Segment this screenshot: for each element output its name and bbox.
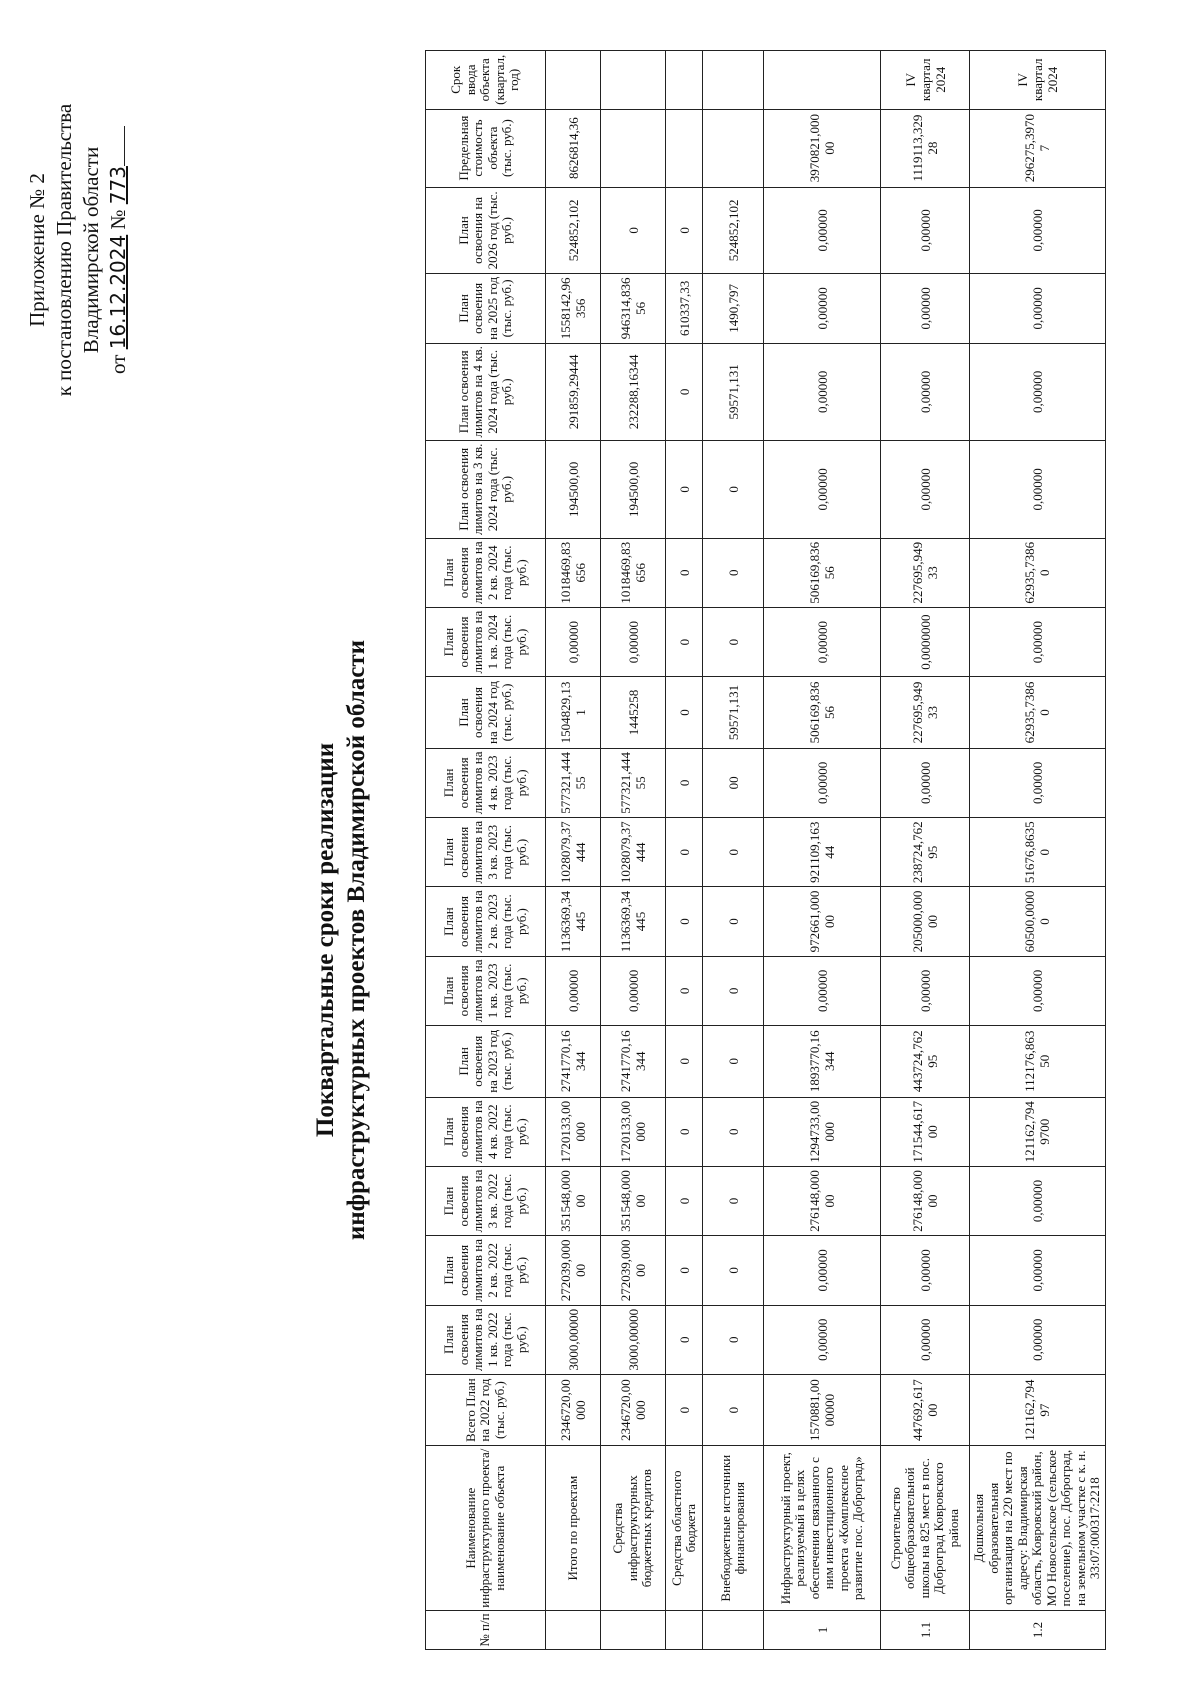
value-cell: 1018469,83656 (546, 538, 601, 607)
value-cell: 00 (703, 748, 764, 817)
value-cell: 0,00000 (970, 607, 1106, 676)
value-cell: 194500,00 (546, 441, 601, 539)
date-prefix: от (106, 354, 130, 374)
value-cell: 577321,44455 (546, 748, 601, 817)
value-cell: 0,00000 (881, 748, 970, 817)
value-cell: 0,00000 (546, 607, 601, 676)
value-cell: 0,00000 (601, 607, 666, 676)
value-cell: 351548,00000 (546, 1166, 601, 1235)
appendix-date-line (105, 70, 132, 430)
value-cell: 0 (601, 187, 666, 274)
title-line-2: инфраструктурных проектов Владимирской области (343, 639, 370, 1241)
table-row (666, 51, 703, 1650)
col-header: Всего План на 2022 год (тыс. руб.) (426, 1374, 546, 1446)
col-header: План освоения лимитов на 3 кв. 2024 года (тыс. руб.) (426, 441, 546, 539)
value-cell: 921109,16344 (764, 818, 881, 887)
value-cell: 2346720,00000 (546, 1374, 601, 1446)
value-cell: 1294733,00000 (764, 1097, 881, 1166)
value-cell: 0,00000 (970, 274, 1106, 343)
value-cell: 0,00000 (970, 956, 1106, 1025)
value-cell (601, 51, 666, 110)
value-cell: 0,00000 (881, 187, 970, 274)
value-cell: 121162,7949700 (970, 1097, 1106, 1166)
value-cell: 0 (703, 441, 764, 539)
value-cell: 0 (703, 607, 764, 676)
row-name-cell: Внебюджетные источники финансирования (703, 1446, 764, 1611)
col-header: План освоения лимитов на 2 кв. 2024 года (тыс. руб.) (426, 538, 546, 607)
value-cell: 8626814,36 (546, 109, 601, 187)
value-cell: 0,00000 (881, 1236, 970, 1305)
col-header: План освоения лимитов на 1 кв. 2023 года (тыс. руб.) (426, 956, 546, 1025)
col-header: План освоения лимитов на 2 кв. 2022 года (тыс. руб.) (426, 1236, 546, 1305)
value-cell: 1504829,131 (546, 677, 601, 749)
value-cell: 0,00000 (764, 1305, 881, 1374)
row-number-cell (601, 1611, 666, 1650)
value-cell: 205000,00000 (881, 887, 970, 956)
value-cell: 1028079,37444 (546, 818, 601, 887)
value-cell: 0,00000 (970, 441, 1106, 539)
value-cell: 0,00000 (764, 748, 881, 817)
value-cell: 232288,16344 (601, 343, 666, 441)
value-cell: 0,00000 (970, 1166, 1106, 1235)
value-cell: 610337,33 (666, 274, 703, 343)
appendix-header (24, 70, 132, 430)
table-row (881, 51, 970, 1650)
col-header: План освоения на 2023 год (тыс. руб.) (426, 1026, 546, 1098)
value-cell: 0 (703, 818, 764, 887)
value-cell: 0,00000 (881, 956, 970, 1025)
value-cell: 0 (703, 1166, 764, 1235)
row-name-cell: Дошкольная образовательная организация на 220 мест по адресу: Владимирская область, Ковровский район, МО Новосельское (сельское поселение), пос. Доброград, на земельном участке с к. н. 33:07:000317:2218 (970, 1446, 1106, 1611)
value-cell: 972661,00000 (764, 887, 881, 956)
value-cell: 506169,83656 (764, 538, 881, 607)
value-cell: IV квартал 2024 (970, 51, 1106, 110)
value-cell: 577321,44455 (601, 748, 666, 817)
value-cell: 0 (666, 343, 703, 441)
value-cell: 227695,94933 (881, 538, 970, 607)
value-cell: 0 (666, 818, 703, 887)
value-cell: IV квартал 2024 (881, 51, 970, 110)
value-cell: 0 (666, 1097, 703, 1166)
col-header: План освоения на 2025 год (тыс. руб.) (426, 274, 546, 343)
value-cell: 0 (703, 887, 764, 956)
value-cell (666, 109, 703, 187)
value-cell: 524852,102 (703, 187, 764, 274)
row-number-cell: 1.1 (881, 1611, 970, 1650)
value-cell: 3970821,00000 (764, 109, 881, 187)
value-cell: 0,00000 (764, 187, 881, 274)
value-cell: 3000,00000 (546, 1305, 601, 1374)
value-cell: 1028079,37444 (601, 818, 666, 887)
value-cell: 238724,76295 (881, 818, 970, 887)
value-cell: 0,00000 (764, 274, 881, 343)
value-cell: 0 (666, 748, 703, 817)
value-cell: 1570881,0000000 (764, 1374, 881, 1446)
value-cell: 62935,73860 (970, 538, 1106, 607)
table-row (970, 51, 1106, 1650)
value-cell: 0,00000 (764, 956, 881, 1025)
col-header: № п/п (426, 1611, 546, 1650)
value-cell: 0 (703, 1374, 764, 1446)
col-header: Наименование инфраструктурного проекта/наименование объекта (426, 1446, 546, 1611)
value-cell: 0,00000 (764, 607, 881, 676)
value-cell: 227695,94933 (881, 677, 970, 749)
value-cell: 0,00000 (970, 1305, 1106, 1374)
value-cell: 0,0000000 (881, 607, 970, 676)
value-cell: 0 (703, 1305, 764, 1374)
col-header: План освоения лимитов на 3 кв. 2022 года (тыс. руб.) (426, 1166, 546, 1235)
underline (124, 126, 125, 166)
table-row (764, 51, 881, 1650)
value-cell: 0,00000 (546, 956, 601, 1025)
table-header-row (426, 51, 546, 1650)
row-name-cell: Инфраструктурный проект, реализуемый в целях обеспечения связанного с ним инвестиционного проекта «Комплексное развитие пос. Доброград» (764, 1446, 881, 1611)
col-header: План освоения на 2026 год (тыс. руб.) (426, 187, 546, 274)
row-name-cell: Средства инфраструктурных бюджетных кредитов (601, 1446, 666, 1611)
value-cell: 0,00000 (881, 343, 970, 441)
document-title (310, 440, 372, 1440)
value-cell: 62935,73860 (970, 677, 1106, 749)
value-cell: 276148,00000 (881, 1166, 970, 1235)
value-cell: 1445258 (601, 677, 666, 749)
value-cell: 296275,39707 (970, 109, 1106, 187)
value-cell: 1136369,34445 (601, 887, 666, 956)
value-cell: 0 (666, 956, 703, 1025)
value-cell (601, 109, 666, 187)
value-cell: 443724,76295 (881, 1026, 970, 1098)
value-cell: 2741770,16344 (601, 1026, 666, 1098)
value-cell: 2346720,00000 (601, 1374, 666, 1446)
col-header: План освоения лимитов на 2 кв. 2023 года (тыс. руб.) (426, 887, 546, 956)
col-header: План освоения лимитов на 4 кв. 2022 года (тыс. руб.) (426, 1097, 546, 1166)
col-header: План освоения лимитов на 4 кв. 2024 года (тыс. руб.) (426, 343, 546, 441)
value-cell: 0 (703, 1097, 764, 1166)
value-cell: 171544,61700 (881, 1097, 970, 1166)
col-header: План освоения лимитов на 3 кв. 2023 года (тыс. руб.) (426, 818, 546, 887)
table-row (703, 51, 764, 1650)
value-cell: 0 (666, 677, 703, 749)
value-cell: 0 (666, 607, 703, 676)
value-cell: 0,00000 (764, 1236, 881, 1305)
value-cell: 194500,00 (601, 441, 666, 539)
value-cell: 1720133,00000 (601, 1097, 666, 1166)
value-cell: 0,00000 (881, 441, 970, 539)
value-cell: 272039,00000 (601, 1236, 666, 1305)
value-cell: 1136369,34445 (546, 887, 601, 956)
value-cell: 0 (703, 538, 764, 607)
value-cell: 1018469,83656 (601, 538, 666, 607)
value-cell: 0 (666, 887, 703, 956)
col-header: План освоения на 2024 год (тыс. руб.) (426, 677, 546, 749)
col-header: Предельная стоимость объекта (тыс. руб.) (426, 109, 546, 187)
value-cell: 0 (666, 187, 703, 274)
col-header: Срок ввода объекта (квартал, год) (426, 51, 546, 110)
value-cell: 524852,102 (546, 187, 601, 274)
row-name-cell: Строительство общеобразовательной школы на 825 мест в пос. Доброград Ковровского района (881, 1446, 970, 1611)
value-cell: 1558142,96356 (546, 274, 601, 343)
value-cell: 0 (666, 1166, 703, 1235)
title-line-1: Поквартальные сроки реализации (312, 742, 339, 1138)
value-cell: 0,00000 (764, 441, 881, 539)
decree-date: 16.12.2024 (106, 234, 130, 350)
value-cell (764, 51, 881, 110)
schedule-table (425, 50, 1106, 1650)
value-cell (666, 51, 703, 110)
value-cell: 447692,61700 (881, 1374, 970, 1446)
value-cell: 59571,131 (703, 677, 764, 749)
value-cell: 0 (666, 1026, 703, 1098)
value-cell: 2741770,16344 (546, 1026, 601, 1098)
appendix-decree: к постановлению Правительства (52, 103, 76, 397)
value-cell: 0 (666, 1374, 703, 1446)
value-cell: 0 (703, 1236, 764, 1305)
value-cell: 276148,00000 (764, 1166, 881, 1235)
value-cell: 121162,79497 (970, 1374, 1106, 1446)
table-body (546, 51, 1106, 1650)
col-header: План освоения лимитов на 1 кв. 2024 года (тыс. руб.) (426, 607, 546, 676)
value-cell: 60500,00000 (970, 887, 1106, 956)
value-cell (703, 109, 764, 187)
row-name-cell: Итого по проектам (546, 1446, 601, 1611)
value-cell: 351548,00000 (601, 1166, 666, 1235)
value-cell: 0 (666, 1236, 703, 1305)
appendix-region: Владимирской области (79, 146, 103, 354)
value-cell: 59571,131 (703, 343, 764, 441)
value-cell: 0 (703, 1026, 764, 1098)
number-prefix: № (106, 209, 130, 230)
row-number-cell: 1.2 (970, 1611, 1106, 1650)
value-cell: 3000,00000 (601, 1305, 666, 1374)
value-cell: 291859,29444 (546, 343, 601, 441)
rotated-document (20, 30, 1190, 1690)
table-row (601, 51, 666, 1650)
value-cell: 0,00000 (970, 343, 1106, 441)
value-cell: 0,00000 (881, 274, 970, 343)
value-cell: 1490,797 (703, 274, 764, 343)
row-number-cell (546, 1611, 601, 1650)
value-cell: 0 (666, 1305, 703, 1374)
value-cell: 1119113,32928 (881, 109, 970, 187)
value-cell: 0,00000 (970, 748, 1106, 817)
value-cell: 272039,00000 (546, 1236, 601, 1305)
value-cell: 0 (666, 441, 703, 539)
value-cell (703, 51, 764, 110)
row-number-cell (666, 1611, 703, 1650)
value-cell: 0 (666, 538, 703, 607)
col-header: План освоения лимитов на 4 кв. 2023 года (тыс. руб.) (426, 748, 546, 817)
value-cell: 0,00000 (881, 1305, 970, 1374)
value-cell: 1720133,00000 (546, 1097, 601, 1166)
row-number-cell (703, 1611, 764, 1650)
appendix-number: Приложение № 2 (25, 173, 49, 327)
value-cell: 0,00000 (764, 343, 881, 441)
row-name-cell: Средства областного бюджета (666, 1446, 703, 1611)
value-cell: 112176,86350 (970, 1026, 1106, 1098)
value-cell: 51676,86350 (970, 818, 1106, 887)
table-row (546, 51, 601, 1650)
value-cell (546, 51, 601, 110)
value-cell: 0,00000 (601, 956, 666, 1025)
col-header: План освоения лимитов на 1 кв. 2022 года (тыс. руб.) (426, 1305, 546, 1374)
value-cell: 506169,83656 (764, 677, 881, 749)
value-cell: 946314,83656 (601, 274, 666, 343)
value-cell: 0,00000 (970, 187, 1106, 274)
row-number-cell: 1 (764, 1611, 881, 1650)
value-cell: 0,00000 (970, 1236, 1106, 1305)
decree-number: 773 (106, 166, 130, 205)
value-cell: 0 (703, 956, 764, 1025)
value-cell: 1893770,16344 (764, 1026, 881, 1098)
